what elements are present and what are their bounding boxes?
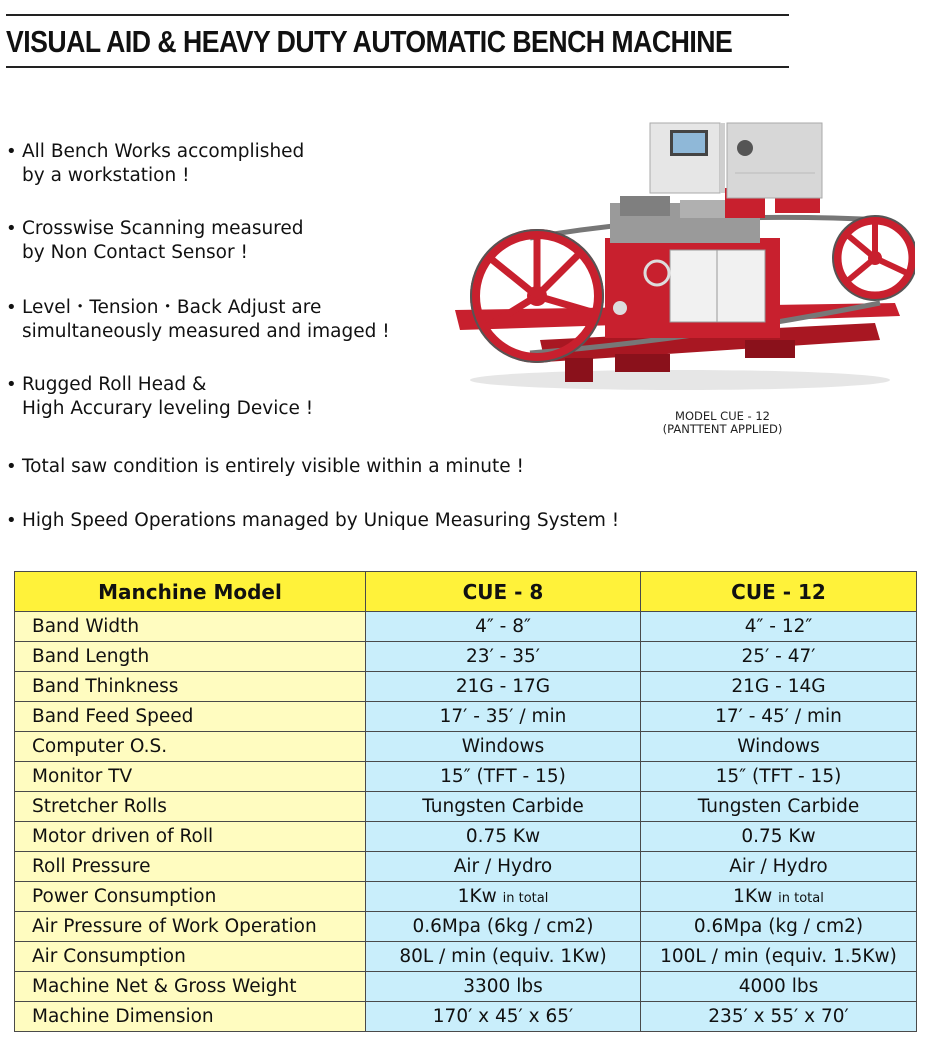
header-cue-8: CUE - 8 [366,572,641,612]
row-label: Monitor TV [15,762,366,792]
row-label: Machine Net & Gross Weight [15,972,366,1002]
cue-8-power: 1Kw [457,886,497,907]
cue-12-value: 4000 lbs [641,972,917,1002]
image-caption [620,410,825,436]
cue-12-power-note: in total [778,891,824,906]
row-label: Air Consumption [15,942,366,972]
cue-8-value: 23′ - 35′ [366,642,641,672]
table-row [15,792,917,822]
cue-12-value: 25′ - 47′ [641,642,917,672]
bullet-dot-icon: • [6,218,17,239]
table-row [15,732,917,762]
table-row [15,852,917,882]
row-label: Power Consumption [15,882,366,912]
row-label: Band Width [15,612,366,642]
cue-8-value: 0.6Mpa (6kg / cm2) [366,912,641,942]
feature-line: Total saw condition is entirely visible within a minute ! [22,456,524,477]
table-row [15,822,917,852]
title-bar [6,14,789,68]
table-row [15,702,917,732]
cue-12-value: 4″ - 12″ [641,612,917,642]
bullet-dot-icon: • [6,456,17,477]
cue-12-value: 235′ x 55′ x 70′ [641,1002,917,1032]
table-row [15,672,917,702]
table-row [15,762,917,792]
cue-8-value: 0.75 Kw [366,822,641,852]
cue-12-value [641,882,917,912]
header-machine-model: Manchine Model [15,572,366,612]
bullet-dot-icon: • [6,141,17,162]
cue-12-value: 0.6Mpa (kg / cm2) [641,912,917,942]
cue-8-value: 17′ - 35′ / min [366,702,641,732]
cue-12-value: 0.75 Kw [641,822,917,852]
feature-line: Crosswise Scanning measured [22,218,304,239]
cue-12-value: 15″ (TFT - 15) [641,762,917,792]
cue-12-value: Air / Hydro [641,852,917,882]
table-header-row [15,572,917,612]
cue-8-value: 3300 lbs [366,972,641,1002]
feature-line: Level・Tension・Back Adjust are [22,297,322,318]
cue-8-value: Air / Hydro [366,852,641,882]
feature-line: simultaneously measured and imaged ! [22,321,390,342]
table-row [15,612,917,642]
cue-12-value: 21G - 14G [641,672,917,702]
row-label: Band Length [15,642,366,672]
cue-8-value: 4″ - 8″ [366,612,641,642]
bullet-dot-icon: • [6,374,17,395]
cue-8-value: 170′ x 45′ x 65′ [366,1002,641,1032]
caption-patent: (PANTTENT APPLIED) [662,422,783,436]
table-row [15,642,917,672]
cue-12-value: Tungsten Carbide [641,792,917,822]
cue-12-power: 1Kw [733,886,773,907]
spec-table [14,571,917,1032]
cue-12-value: 17′ - 45′ / min [641,702,917,732]
feature-line: by Non Contact Sensor ! [22,242,248,263]
feature-line: Rugged Roll Head & [22,374,207,395]
cue-12-value: 100L / min (equiv. 1.5Kw) [641,942,917,972]
table-row [15,972,917,1002]
table-row [15,912,917,942]
bullet-dot-icon: • [6,297,17,318]
row-label: Band Feed Speed [15,702,366,732]
row-label: Roll Pressure [15,852,366,882]
feature-line: by a workstation ! [22,165,190,186]
page-title: VISUAL AID & HEAVY DUTY AUTOMATIC BENCH MACHINE [6,24,733,59]
bullet-dot-icon: • [6,510,17,531]
header-cue-12: CUE - 12 [641,572,917,612]
row-label: Motor driven of Roll [15,822,366,852]
cue-8-value [366,882,641,912]
row-label: Stretcher Rolls [15,792,366,822]
feature-line: High Speed Operations managed by Unique Measuring System ! [22,510,620,531]
row-label: Machine Dimension [15,1002,366,1032]
bench-machine-image [445,118,915,393]
cue-8-power-note: in total [502,891,549,906]
feature-line: High Accurary leveling Device ! [22,398,314,419]
feature-line: All Bench Works accomplished [22,141,305,162]
row-label: Computer O.S. [15,732,366,762]
row-label: Air Pressure of Work Operation [15,912,366,942]
cue-12-value: Windows [641,732,917,762]
cue-8-value: 21G - 17G [366,672,641,702]
cue-8-value: 15″ (TFT - 15) [366,762,641,792]
table-row [15,1002,917,1032]
table-row [15,882,917,912]
table-row [15,942,917,972]
row-label: Band Thinkness [15,672,366,702]
cue-8-value: Tungsten Carbide [366,792,641,822]
caption-model: MODEL CUE - 12 [675,409,770,423]
cue-8-value: 80L / min (equiv. 1Kw) [366,942,641,972]
cue-8-value: Windows [366,732,641,762]
